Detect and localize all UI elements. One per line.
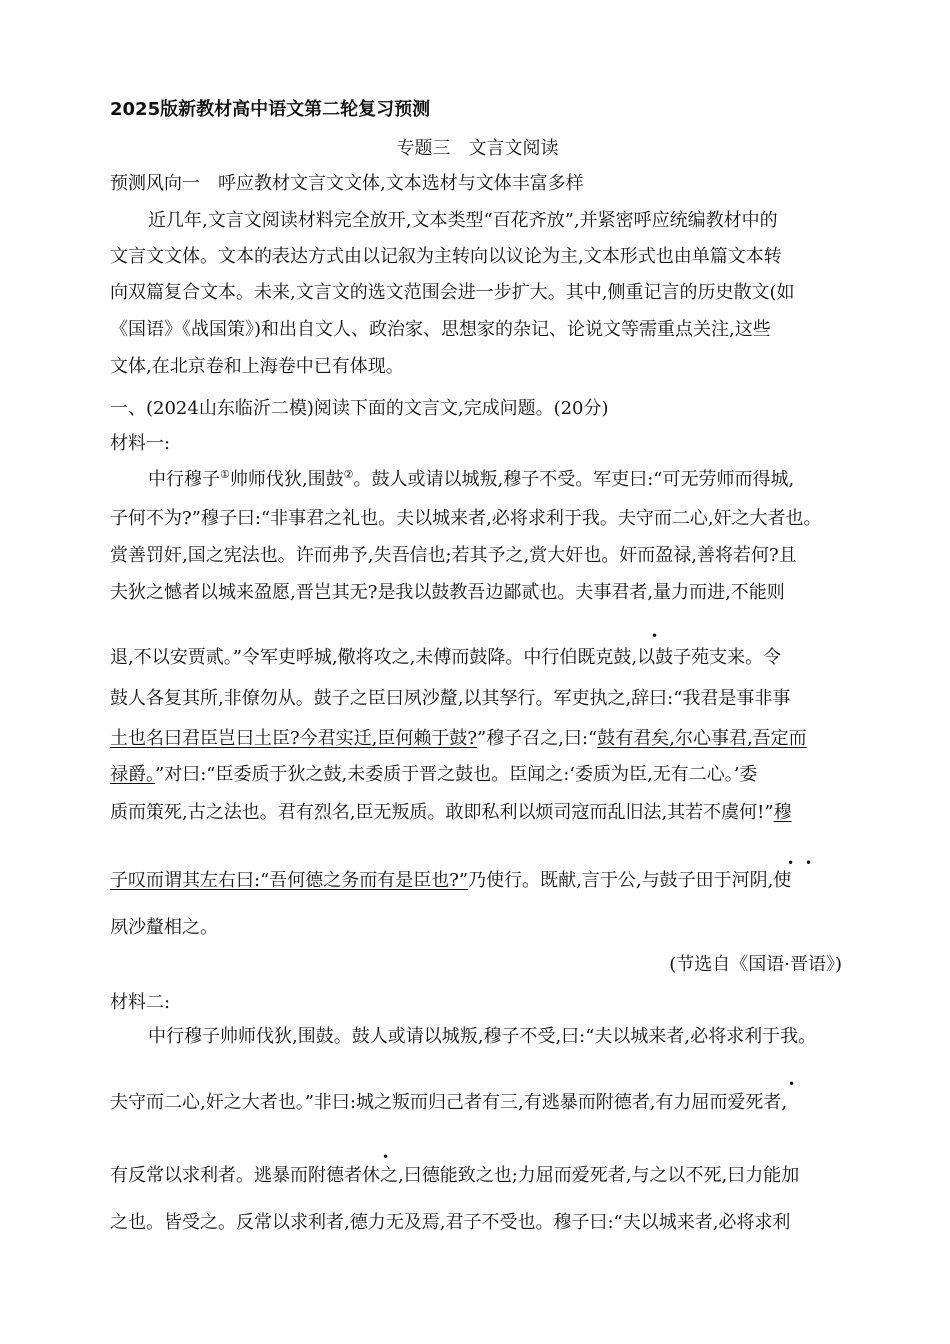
emphasis-dot: • xyxy=(382,1150,390,1164)
material-label: 材料二: xyxy=(110,992,171,1013)
underlined-sentence: 土也名曰君臣岂曰土臣?今君实迁,臣何赖于鼓? xyxy=(110,728,478,749)
underlined-sentence: 鼓有君矣,尔心事君,吾定而 xyxy=(597,728,807,749)
emphasis-dot: • xyxy=(787,856,795,870)
intro-line: 《国语》《战国策》)和出自文人、政治家、思想家的杂记、论说文等需重点关注,这些 xyxy=(110,319,771,340)
material2-line: 之也。皆受之。反常以求利者,德力无及焉,君子不受也。穆子曰:“夫以城来者,必将求利 xyxy=(110,1212,791,1233)
material-label: 材料一: xyxy=(110,433,171,454)
intro-line: 文体,在北京卷和上海卷中已有体现。 xyxy=(110,356,404,377)
topic-heading: 专题三 文言文阅读 xyxy=(396,138,559,159)
material1-line: 中行穆子①帅师伐狄,围鼓②。鼓人或请以城叛,穆子不受。军吏曰:“可无劳师而得城, xyxy=(148,468,795,490)
material1-line: 退,不以安贾贰。”令军吏呼城,儆将攻之,未傅而鼓降。中行伯既克鼓,以鼓子苑支来。令 xyxy=(110,647,782,668)
emphasis-dot: • xyxy=(788,1077,796,1091)
underlined-sentence: 子叹而谓其左右曰:“吾何德之务而有是臣也?” xyxy=(110,870,469,891)
material1-line: 夙沙釐相之。 xyxy=(110,917,218,938)
underlined-sentence: 穆 xyxy=(773,802,792,823)
emphasis-dot: • xyxy=(651,629,659,643)
material2-line: 夫守而二心,奸之大者也。”非曰:城之叛而归己者有三,有逃暴而附德者,有力屈而爱死者, xyxy=(110,1092,788,1113)
material1-line: 土也名曰君臣岂曰土臣?今君实迁,臣何赖于鼓?”穆子召之,曰:“鼓有君矣,尔心事君,吾定而 xyxy=(110,728,807,749)
footnote-marker: ① xyxy=(220,468,230,481)
emphasis-dot: • xyxy=(805,856,813,870)
material1-line: 夫狄之憾者以城来盈愿,晋岂其无?是我以鼓教吾边鄙贰也。夫事君者,量力而进,不能则 xyxy=(110,582,785,603)
material1-line: 鼓人各复其所,非僚勿从。鼓子之臣曰夙沙釐,以其孥行。军吏执之,辞曰:“我君是事非事 xyxy=(110,688,791,709)
underlined-sentence: 禄爵。 xyxy=(110,764,155,785)
material1-line: 质而策死,古之法也。君有烈名,臣无叛质。敢即私利以烦司寇而乱旧法,其若不虞何!”穆 xyxy=(110,802,792,823)
intro-line: 向双篇复合文本。未来,文言文的选文范围会进一步扩大。其中,侧重记言的历史散文(如 xyxy=(110,282,795,303)
source-citation: (节选自《国语·晋语》) xyxy=(669,954,842,975)
material1-line: 子何不为?”穆子曰:“非事君之礼也。夫以城来者,必将求利于我。夫守而二心,奸之大者也。 xyxy=(110,508,822,529)
material1-line: 禄爵。”对曰:“臣委质于狄之鼓,未委质于晋之鼓也。臣闻之:‘委质为臣,无有二心。’委 xyxy=(110,764,758,785)
forecast-heading: 预测风向一 呼应教材文言文文体,文本选材与文体丰富多样 xyxy=(110,173,584,194)
material2-line: 有反常以求利者。逃暴而附德者休之,曰德能致之也;力屈而爱死者,与之以不死,曰力能加 xyxy=(110,1165,800,1186)
material2-line: 中行穆子帅师伐狄,围鼓。鼓人或请以城叛,穆子不受,曰:“夫以城来者,必将求利于我。 xyxy=(148,1026,817,1047)
intro-line: 文言文文体。文本的表达方式由以记叙为主转向以议论为主,文本形式也由单篇文本转 xyxy=(110,246,782,267)
intro-line: 近几年,文言文阅读材料完全放开,文本类型“百花齐放”,并紧密呼应统编教材中的 xyxy=(148,210,778,231)
question-intro: 一、(2024山东临沂二模)阅读下面的文言文,完成问题。(20分) xyxy=(110,398,609,419)
material1-line: 赏善罚奸,国之宪法也。许而弗予,失吾信也;若其予之,赏大奸也。奸而盈禄,善将若何?且 xyxy=(110,545,797,566)
footnote-marker: ② xyxy=(343,468,354,481)
document-title: 2025版新教材高中语文第二轮复习预测 xyxy=(110,99,431,120)
material1-line: 子叹而谓其左右曰:“吾何德之务而有是臣也?”乃使行。既献,言于公,与鼓子田于河阴,使 xyxy=(110,870,792,891)
